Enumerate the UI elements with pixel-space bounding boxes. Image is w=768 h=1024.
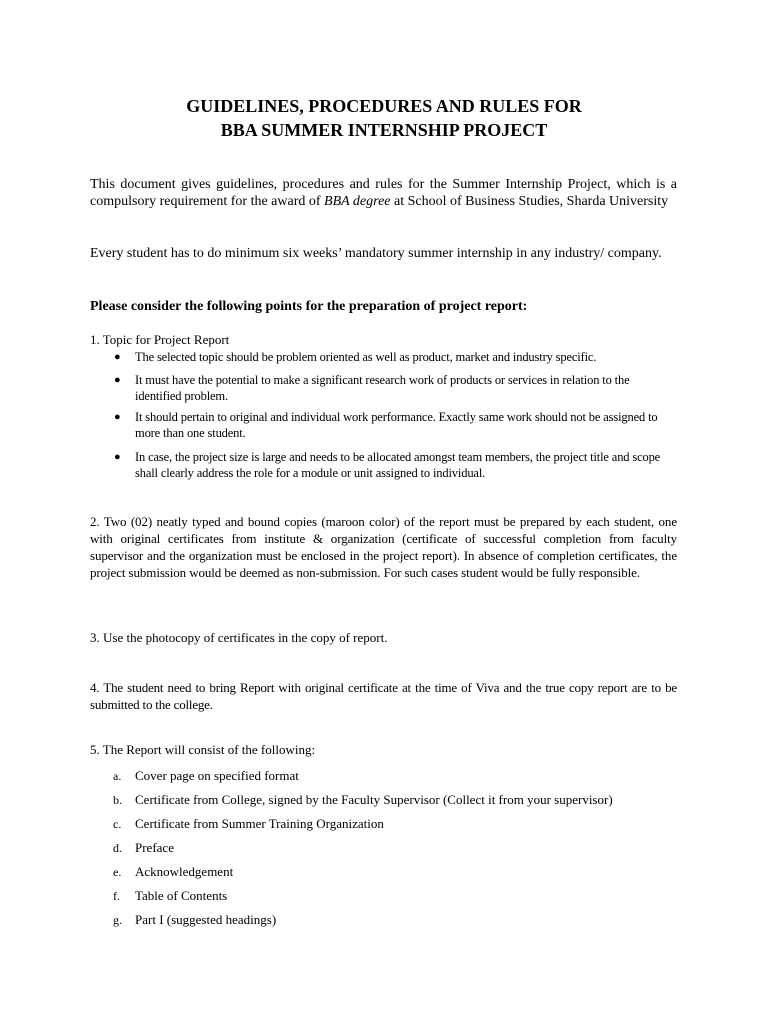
item-1-bullet [114,349,678,365]
item-5-subitem [113,864,673,880]
subitem-text: Certificate from Summer Training Organization [135,816,384,831]
internship-requirement-paragraph: Every student has to do minimum six weeks’ mandatory summer internship in any industry/ company. [90,246,662,261]
item-5-subitem [113,792,673,808]
item-5-subitem [113,888,673,904]
subitem-text: Part I (suggested headings) [135,912,277,927]
item-5-label: 5. The Report will consist of the following: [90,742,316,757]
item-5-subitem [113,840,673,856]
document-title-line-2: BBA SUMMER INTERNSHIP PROJECT [220,120,548,140]
bullet-icon: ● [114,411,121,423]
item-3-paragraph: 3. Use the photocopy of certificates in the copy of report. [90,630,388,645]
subitem-text: Table of Contents [135,888,228,903]
intro-paragraph [90,176,677,210]
subitem-letter: d. [113,841,122,855]
subitem-letter: c. [113,817,122,831]
subitem-letter: a. [113,769,122,783]
item-1-bullet [114,372,678,404]
item-5-subitem [113,768,673,784]
subitem-letter: e. [113,865,122,879]
bullet-icon: ● [114,351,121,363]
subitem-letter: g. [113,913,122,927]
subitem-letter: b. [113,793,122,807]
bullet-icon: ● [114,451,121,463]
bullet-text: It must have the potential to make a significant research work of products or services in relation to the identified problem. [135,373,630,403]
item-5-subitem [113,816,673,832]
item-1-bullet [114,449,678,481]
document-title-line-1: GUIDELINES, PROCEDURES AND RULES FOR [186,96,582,116]
item-2-paragraph: 2. Two (02) neatly typed and bound copies (maroon color) of the report must be prepared by each student, one with original certificates from institute & organization (certificate of successful completion from faculty supervisor and the organization must be enclosed in the project report). In absence of completion certificates, the project submission would be deemed as non-submission. For such cases student would be fully responsible. [90,514,677,580]
intro-text-before: This document gives guidelines, procedures and rules for the Summer Internship Project, which is a compulsory requirement for the award of [90,177,677,209]
item-4-paragraph: 4. The student need to bring Report with original certificate at the time of Viva and the true copy report are to be submitted to the college. [90,680,677,712]
subitem-text: Certificate from College, signed by the Faculty Supervisor (Collect it from your supervisor) [135,792,613,807]
subitem-text: Preface [135,840,174,855]
intro-emphasis: BBA degree [324,194,391,209]
subitem-text: Cover page on specified format [135,768,299,783]
item-1-bullet [114,409,678,441]
bullet-text: In case, the project size is large and needs to be allocated amongst team members, the project title and scope shall clearly address the role for a module or unit assigned to individual. [135,450,661,480]
subitem-letter: f. [113,889,120,903]
bullet-text: The selected topic should be problem oriented as well as product, market and industry specific. [135,350,597,364]
points-heading: Please consider the following points for the preparation of project report: [90,299,528,314]
bullet-icon: ● [114,374,121,386]
bullet-text: It should pertain to original and individual work performance. Exactly same work should not be assigned to more than one student. [135,410,658,440]
subitem-text: Acknowledgement [135,864,234,879]
intro-text-after: at School of Business Studies, Sharda University [390,194,669,209]
item-5-subitem [113,912,673,928]
item-1-label: 1. Topic for Project Report [90,332,230,347]
